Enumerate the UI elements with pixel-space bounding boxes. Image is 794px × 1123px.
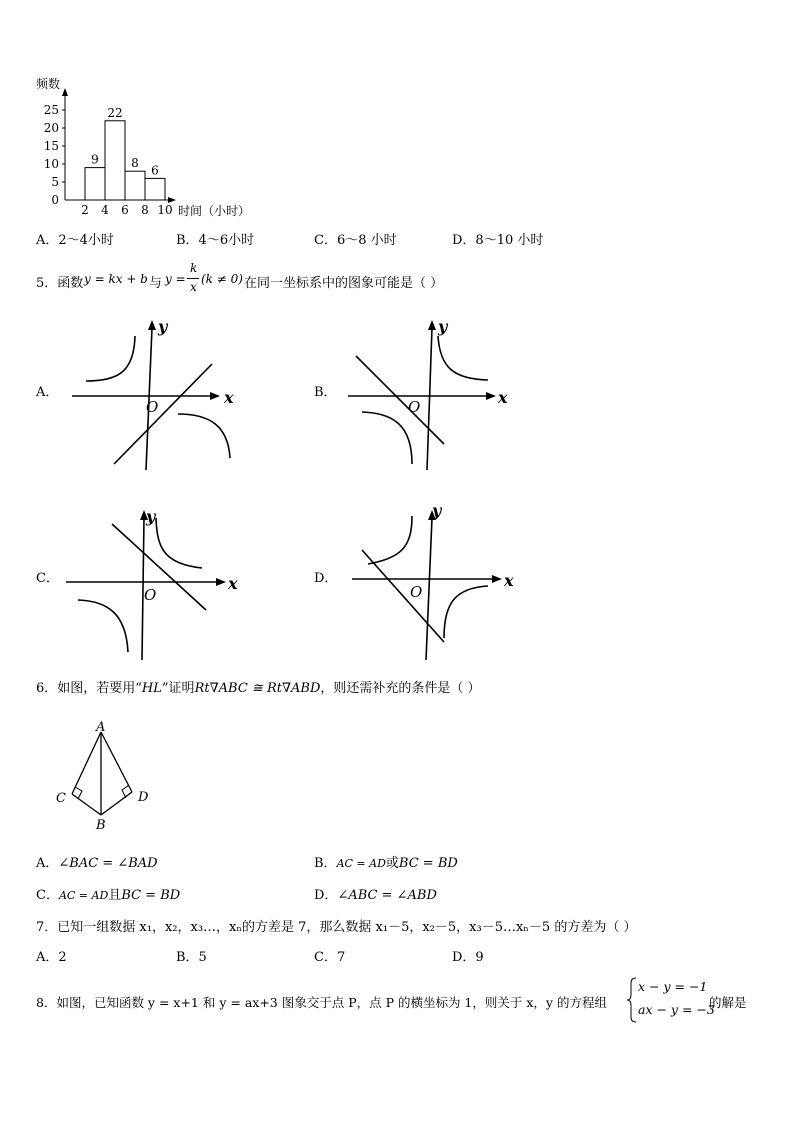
graph-c-hyperbola-upper (156, 518, 202, 568)
hist-y-tick-label: 15 (43, 139, 59, 153)
q5-suffix: 在同一坐标系中的图象可能是（ ） (244, 276, 444, 291)
graph-c-hyperbola-lower (78, 600, 128, 652)
q8-stem: 8．如图，已知函数 y = x+1 和 y = ax+3 图象交于点 P，点 P 的横坐标为 1，则关于 x，y 的方程组 (36, 995, 607, 1010)
q8-brace (627, 977, 637, 1023)
q6-option-a[interactable] (36, 852, 158, 871)
hist-x-tick-label: 10 (157, 203, 173, 217)
q6-option-a-text: ∠BAC = ∠BAD (58, 856, 158, 871)
q5-linear-function: y = kx + b (84, 272, 148, 286)
hist-y-tick-label: 25 (43, 103, 59, 117)
graph-d-x-arrow (492, 575, 502, 583)
q6-option-c-and: 且 (108, 888, 122, 903)
right-angle-d (122, 785, 129, 798)
q5-graph-d (340, 502, 520, 662)
hist-bar-label: 22 (107, 105, 123, 120)
q8-equation-system (627, 977, 715, 1023)
q6-congruence: Rt∇ABC ≅ Rt∇ABD (194, 681, 321, 696)
graph-d-x-label: x (504, 571, 514, 590)
hist-bar (105, 121, 125, 200)
graph-a-x-label: x (224, 388, 234, 407)
q6-hl: HL (141, 681, 162, 696)
q6-option-c-text-2: BC = BD (121, 888, 181, 903)
q5-graph-label-b[interactable]: B． (314, 385, 337, 400)
hist-x-tick-label: 8 (141, 203, 149, 217)
hist-y-tick-label: 10 (43, 157, 59, 171)
q5-graph-b (340, 312, 520, 472)
q6-figure (46, 720, 156, 835)
q8-suffix: 的解是 (709, 995, 747, 1010)
q4-option-c[interactable]: C．6～8 小时 (314, 233, 397, 248)
q5-graph-label-c[interactable]: C． (36, 571, 59, 586)
graph-d-origin: O (410, 583, 423, 601)
graph-b-origin: O (408, 398, 421, 416)
q6-option-c-text-1: AC = AD (58, 889, 109, 902)
graph-a-hyperbola-lower (178, 414, 230, 458)
graph-d-hyperbola-upper (368, 516, 412, 564)
q5-prefix: 5．函数 (36, 276, 84, 291)
q6-prefix: 6．如图，若要用“ (36, 681, 142, 696)
graph-a-y-label: y (158, 317, 168, 336)
q6-option-d-text: ∠ABC = ∠ABD (337, 888, 437, 903)
q8-equation-1: x − y = −1 (638, 979, 708, 994)
q4-option-b[interactable]: B．4～6小时 (176, 233, 255, 248)
hist-xlabel: 时间（小时） (178, 204, 251, 218)
q5-frac-bar (187, 278, 199, 279)
graph-c-origin: O (144, 586, 157, 604)
hist-bar-label: 8 (131, 156, 139, 171)
q5-condition: (k ≠ 0) (201, 272, 243, 286)
q6-option-a-label: A． (36, 856, 59, 871)
q6-stem (36, 677, 481, 696)
graph-a-x-arrow (210, 392, 220, 400)
graph-d-y-label: y (432, 502, 442, 520)
graph-a-hyperbola-upper (86, 336, 135, 381)
graph-a-y-arrow (148, 320, 156, 330)
graph-b-hyperbola-lower (362, 412, 412, 464)
q4-option-a[interactable]: A．2～4小时 (36, 233, 114, 248)
q5-graph-a (60, 312, 240, 472)
hist-y-arrow (62, 88, 68, 96)
hist-bar-label: 9 (91, 152, 99, 167)
q6-suffix: ，则还需补充的条件是（ ） (320, 681, 481, 696)
q6-option-d-label: D． (314, 888, 338, 903)
q7-option-d[interactable]: D．9 (452, 950, 484, 965)
q5-graph-label-a[interactable]: A． (36, 385, 59, 400)
q5-inverse-y: y = (165, 272, 186, 286)
point-a-label: A (96, 720, 106, 735)
q7-stem: 7．已知一组数据 x₁，x₂，x₃…，xₙ的方差是 7，那么数据 x₁－5，x₂－5，x₃－5…xₙ－5 的方差为（ ） (36, 920, 637, 935)
q6-mid: ”证明 (161, 681, 195, 696)
graph-a-origin: O (146, 398, 159, 416)
point-c-label: C (56, 791, 66, 806)
q6-option-b-text-1: AC = AD (336, 857, 386, 870)
graph-d-line (362, 550, 444, 642)
q6-option-b-text-2: BC = BD (398, 856, 458, 871)
point-d-label: D (138, 790, 149, 805)
graph-c-x-label: x (228, 574, 238, 593)
hist-x-tick-label: 4 (101, 203, 109, 217)
graph-d-hyperbola-lower (444, 586, 488, 638)
q8-equation-2: ax − y = −3 (638, 1002, 715, 1017)
graph-b-x-label: x (498, 388, 508, 407)
graph-c-x-arrow (216, 578, 226, 586)
hist-bar-label: 6 (151, 163, 159, 178)
point-b-label: B (96, 818, 106, 833)
q6-option-b[interactable] (314, 852, 458, 871)
q5-frac-denominator: x (190, 280, 197, 294)
hist-bar (85, 168, 105, 200)
graph-b-hyperbola-upper (438, 336, 488, 380)
q5-frac-numerator: k (190, 261, 198, 275)
q7-option-c[interactable]: C．7 (314, 950, 346, 965)
hist-y-tick-label: 0 (51, 193, 59, 207)
q4-option-d[interactable]: D．8～10 小时 (452, 233, 544, 248)
hist-ylabel: 频数 (36, 77, 61, 91)
hist-y-tick-label: 5 (51, 175, 59, 189)
graph-a-line (114, 364, 212, 464)
graph-b-x-arrow (486, 392, 496, 400)
hist-x-tick-label: 6 (121, 203, 129, 217)
q5-graph-c (60, 502, 240, 662)
q5-graph-label-d[interactable]: D． (314, 571, 338, 586)
graph-c-y-label: y (146, 507, 156, 526)
graph-b-y-label: y (438, 317, 448, 336)
graph-d-y-axis (426, 518, 432, 660)
q6-option-b-or: 或 (385, 856, 399, 871)
q6-option-d[interactable] (314, 884, 437, 903)
segment-db (101, 792, 132, 815)
q6-option-c-label: C． (36, 888, 59, 903)
segment-ac (72, 732, 101, 794)
graph-b-y-arrow (428, 320, 436, 330)
histogram-figure (30, 72, 270, 220)
hist-x-tick-label: 2 (81, 203, 89, 217)
q7-option-a[interactable]: A．2 (36, 950, 67, 965)
q6-option-c[interactable] (36, 884, 180, 903)
hist-bar (145, 178, 165, 200)
q7-option-b[interactable]: B．5 (176, 950, 207, 965)
q6-option-b-label: B． (314, 856, 337, 871)
q5-and: 与 (149, 276, 163, 291)
graph-b-y-axis (427, 328, 432, 470)
segment-ad (101, 732, 132, 792)
segment-cb (72, 794, 101, 815)
hist-bar (125, 171, 145, 200)
hist-y-tick-label: 20 (43, 121, 59, 135)
